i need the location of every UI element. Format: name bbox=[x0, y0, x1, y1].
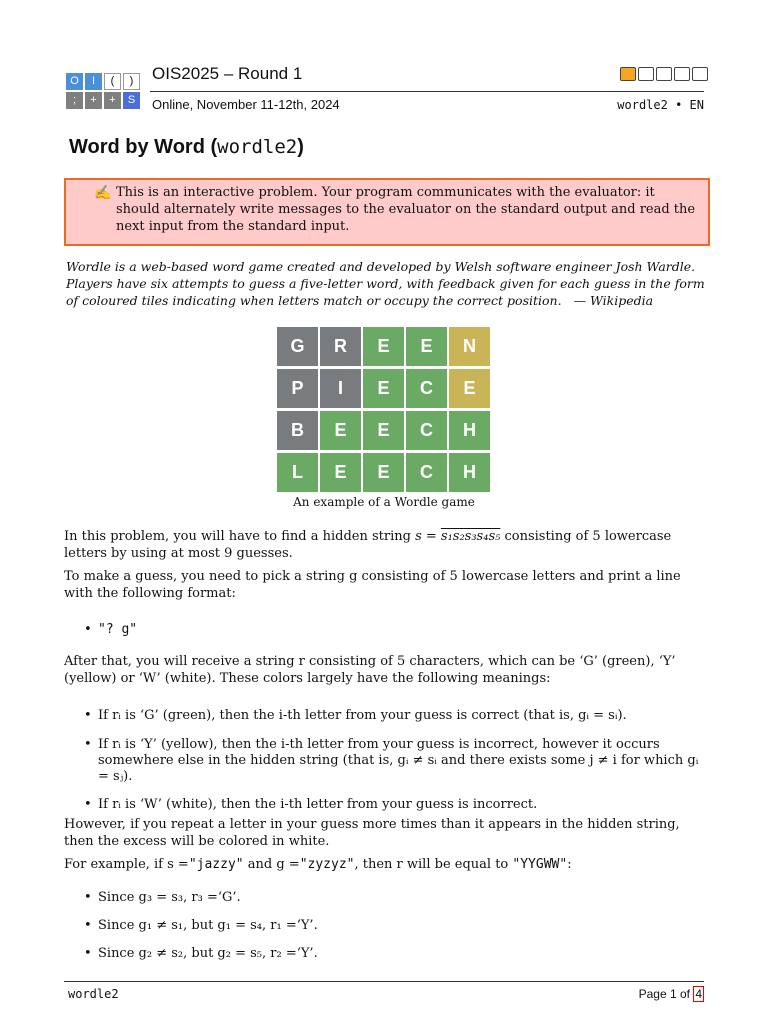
wordle-tile: E bbox=[320, 411, 361, 450]
p5-r: "YYGWW" bbox=[512, 857, 568, 872]
quote-source: — Wikipedia bbox=[573, 293, 654, 308]
difficulty-tile bbox=[674, 67, 690, 81]
wordle-tile: E bbox=[363, 411, 404, 450]
difficulty-tile bbox=[656, 67, 672, 81]
header-rule bbox=[150, 91, 704, 92]
example-list bbox=[64, 890, 706, 962]
p5-s: "jazzy" bbox=[188, 857, 244, 872]
wordle-tile: P bbox=[277, 369, 318, 408]
difficulty-meter bbox=[620, 67, 708, 81]
task-code: wordle2 bbox=[617, 98, 668, 112]
lang-code: EN bbox=[689, 98, 704, 112]
paragraph-example bbox=[64, 856, 706, 873]
problem-title bbox=[69, 136, 304, 159]
p1-text-a: In this problem, you will have to find a hidden string bbox=[64, 529, 416, 544]
olympiad-logo bbox=[66, 73, 140, 111]
quote-text: Wordle is a web-based word game created and developed by Welsh software engineer Josh Wardle. Players have six attempts to guess a five-letter word, with feedback given for each guess in the form of coloured tiles indicating when letters match or occupy the correct position. bbox=[66, 259, 705, 308]
contest-title: OIS2025 – Round 1 bbox=[152, 64, 303, 83]
logo-cell: S bbox=[123, 92, 140, 109]
figure-caption: An example of a Wordle game bbox=[293, 495, 475, 509]
note-text: This is an interactive problem. Your program communicates with the evaluator: it should alternately write messages to the evaluator on the standard output and read the next input from the standard input. bbox=[116, 185, 696, 234]
wordle-tile: C bbox=[406, 453, 447, 492]
page-total-link[interactable]: 4 bbox=[695, 987, 702, 1001]
lang-separator: • bbox=[675, 98, 683, 112]
wordle-tile: B bbox=[277, 411, 318, 450]
example-item: • Since g₃ = s₃, r₃ =‘G’. bbox=[64, 890, 706, 906]
title-close: ) bbox=[297, 136, 304, 158]
interactive-note bbox=[64, 178, 710, 246]
title-text: Word by Word ( bbox=[69, 136, 218, 158]
logo-cell: I bbox=[85, 73, 102, 90]
meaning-white: • If rᵢ is ‘W’ (white), then the i-th letter from your guess is incorrect. bbox=[64, 797, 706, 813]
wordle-tile: I bbox=[320, 369, 361, 408]
p1-var-s: s bbox=[415, 529, 422, 544]
paragraph-repeat: However, if you repeat a letter in your guess more times than it appears in the hidden string, then the excess will be colored in white. bbox=[64, 817, 680, 849]
wordle-tile: C bbox=[406, 411, 447, 450]
wordle-tile: E bbox=[449, 369, 490, 408]
wordle-tile: C bbox=[406, 369, 447, 408]
wordle-tile: E bbox=[363, 453, 404, 492]
wordle-tile: G bbox=[277, 327, 318, 366]
page-label: Page 1 of bbox=[638, 987, 694, 1001]
footer-task-code: wordle2 bbox=[68, 987, 119, 1001]
example-item: • Since g₂ ≠ s₂, but g₂ = s₅, r₂ =‘Y’. bbox=[64, 946, 706, 962]
difficulty-tile bbox=[620, 67, 636, 81]
writing-hand-icon: ✍ bbox=[94, 185, 112, 201]
wordle-tile: E bbox=[406, 327, 447, 366]
logo-cell: O bbox=[66, 73, 83, 90]
wordle-tile: E bbox=[363, 369, 404, 408]
difficulty-tile bbox=[692, 67, 708, 81]
example-item: • Since g₁ ≠ s₁, but g₁ = s₄, r₁ =‘Y’. bbox=[64, 918, 706, 934]
p5-c: , then r will be equal to bbox=[354, 857, 513, 872]
footer-rule bbox=[64, 981, 704, 982]
p5-a: For example, if s = bbox=[64, 857, 189, 872]
wikipedia-quote bbox=[66, 258, 706, 309]
meaning-list bbox=[64, 708, 706, 813]
wordle-tile: R bbox=[320, 327, 361, 366]
wordle-tile: N bbox=[449, 327, 490, 366]
p1-eq: = bbox=[421, 529, 441, 544]
p5-g: "zyzyz" bbox=[299, 857, 355, 872]
contest-date: Online, November 11-12th, 2024 bbox=[152, 97, 340, 112]
meaning-green: • If rᵢ is ‘G’ (green), then the i-th letter from your guess is correct (that is, gᵢ = sᵢ). bbox=[64, 708, 706, 724]
wordle-tile: H bbox=[449, 411, 490, 450]
title-code: wordle2 bbox=[217, 136, 298, 158]
logo-cell: ( bbox=[104, 73, 121, 90]
task-code-lang bbox=[617, 98, 704, 112]
wordle-tile: E bbox=[320, 453, 361, 492]
paragraph-hidden-string bbox=[64, 528, 706, 562]
p1-overline: s₁s₂s₃s₄s₅ bbox=[440, 529, 501, 544]
meaning-yellow: • If rᵢ is ‘Y’ (yellow), then the i-th letter from your guess is incorrect, however it occurs somewhere else in the hidden string (that is, gᵢ ≠ sᵢ and there exists some j ≠ i for which gᵢ = sⱼ). bbox=[64, 737, 706, 785]
logo-cell: + bbox=[85, 92, 102, 109]
format-item: • "? g" bbox=[64, 622, 706, 638]
p1-text-b: consisting of 5 lowercase letters by using at most 9 guesses. bbox=[64, 529, 672, 561]
logo-cell: ) bbox=[123, 73, 140, 90]
wordle-tile: E bbox=[363, 327, 404, 366]
logo-cell: + bbox=[104, 92, 121, 109]
difficulty-tile bbox=[638, 67, 654, 81]
footer-page bbox=[639, 987, 704, 1001]
wordle-grid bbox=[277, 327, 490, 492]
logo-cell: ; bbox=[66, 92, 83, 109]
wordle-tile: L bbox=[277, 453, 318, 492]
paragraph-response: After that, you will receive a string r consisting of 5 characters, which can be ‘G’ (green), ‘Y’ (yellow) or ‘W’ (white). These colors largely have the following meanings: bbox=[64, 654, 676, 686]
p5-b: and g = bbox=[243, 857, 300, 872]
wordle-tile: H bbox=[449, 453, 490, 492]
format-list bbox=[64, 622, 706, 638]
p5-d: : bbox=[567, 857, 572, 872]
paragraph-guess-format: To make a guess, you need to pick a string g consisting of 5 lowercase letters and print a line with the following format: bbox=[64, 569, 681, 601]
